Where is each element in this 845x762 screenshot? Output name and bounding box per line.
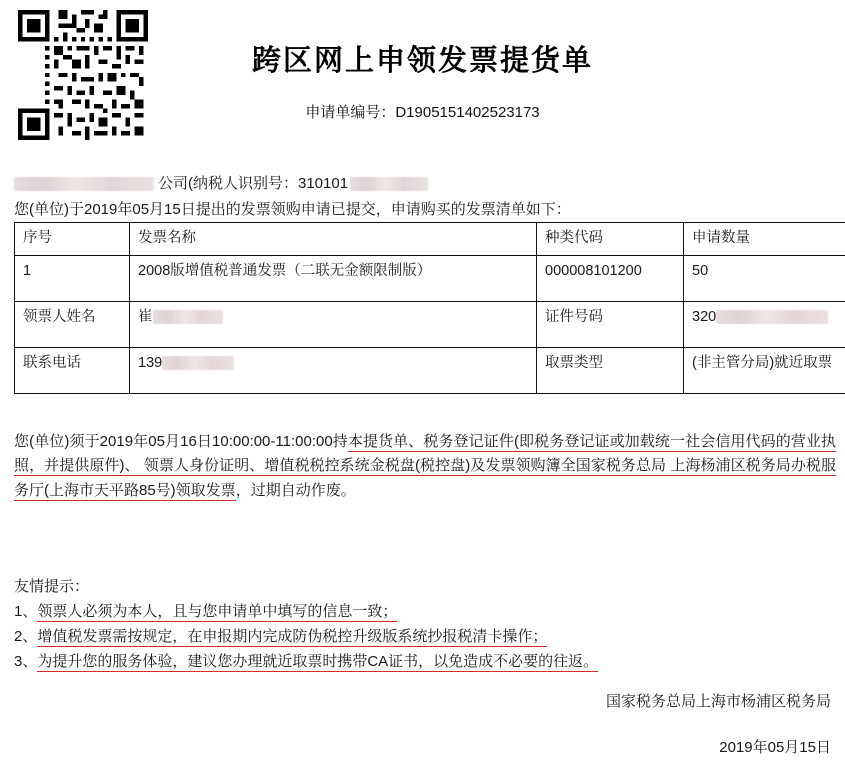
value-receiver-name (130, 301, 537, 347)
cell-invoice-name: 2008版增值税普通发票（二联无金额限制版） (130, 255, 537, 301)
redacted-id-number (716, 310, 828, 324)
tip-text: 为提升您的服务体验，建议您办理就近取票时携带CA证书，以免造成不必要的往返。 (37, 653, 599, 670)
intro-text: 您(单位)于2019年05月15日提出的发票领购申请已提交，申请购买的发票清单如下： (14, 201, 571, 218)
value-contact-phone (130, 347, 537, 393)
redacted-phone (162, 356, 234, 370)
receiver-surname: 崔 (138, 308, 153, 325)
table-row (15, 255, 845, 301)
instruction-segment-3-underlined: 全国家税务总局 上海杨浦区税务局办税服务厅(上海市天平路85号)领取发票 (14, 457, 836, 499)
tip-text: 领票人必须为本人，且与您申请单中填写的信息一致； (37, 603, 398, 620)
instruction-paragraph (14, 430, 836, 503)
tip-item (14, 600, 397, 621)
tips-title: 友情提示： (14, 578, 90, 595)
column-header-invoice-name: 发票名称 (130, 223, 537, 256)
application-number-value: D1905151402523173 (395, 104, 540, 121)
page-title: 跨区网上申领发票提货单 (251, 45, 593, 77)
company-line (14, 172, 834, 193)
cell-quantity: 50 (684, 255, 845, 301)
table-row (15, 347, 845, 393)
label-receiver-name: 领票人姓名 (15, 301, 130, 347)
tip-text: 增值税发票需按规定，在申报期内完成防伪税控升级版系统抄报税清卡操作； (37, 628, 548, 645)
id-number-prefix: 320 (692, 308, 717, 325)
redacted-company-name (14, 177, 154, 191)
issuing-authority: 国家税务总局上海市杨浦区税务局 (605, 693, 831, 710)
value-id-number (684, 301, 845, 347)
column-header-index: 序号 (15, 223, 130, 256)
application-number-label: 申请单编号： (305, 104, 396, 121)
invoice-table (14, 222, 845, 394)
cell-category-code: 000008101200 (537, 255, 684, 301)
value-pickup-type: (非主管分局)就近取票 (684, 347, 845, 393)
tip-item (14, 650, 598, 671)
instruction-segment-1: 您(单位)须于2019年05月16日10:00:00-11:00:00持 (14, 433, 348, 450)
issue-date: 2019年05月15日 (719, 739, 831, 756)
label-id-number: 证件号码 (537, 301, 684, 347)
column-header-quantity: 申请数量 (684, 223, 845, 256)
tip-number: 2、 (14, 628, 38, 645)
tip-number: 1、 (14, 603, 38, 620)
redacted-receiver-name (153, 310, 223, 324)
table-header-row (15, 223, 845, 256)
redacted-taxpayer-id (350, 177, 428, 191)
tip-number: 3、 (14, 653, 38, 670)
instruction-segment-2-underlined: 本提货单、税务登记证件(即税务登记证或加载统一社会信用代码的营业执照，并提供原件)、 领票人身份证明、增值税税控系统金税盘(税控盘)及发票领购簿 (14, 433, 837, 475)
column-header-category-code: 种类代码 (537, 223, 684, 256)
company-suffix: 公司(纳税人识别号：310101 (158, 175, 349, 192)
cell-index: 1 (15, 255, 130, 301)
instruction-segment-4: ，过期自动作废。 (235, 481, 356, 499)
label-pickup-type: 取票类型 (537, 347, 684, 393)
phone-prefix: 139 (138, 354, 163, 371)
label-contact-phone: 联系电话 (15, 347, 130, 393)
tip-item (14, 625, 547, 646)
application-number (0, 101, 845, 122)
table-row (15, 301, 845, 347)
